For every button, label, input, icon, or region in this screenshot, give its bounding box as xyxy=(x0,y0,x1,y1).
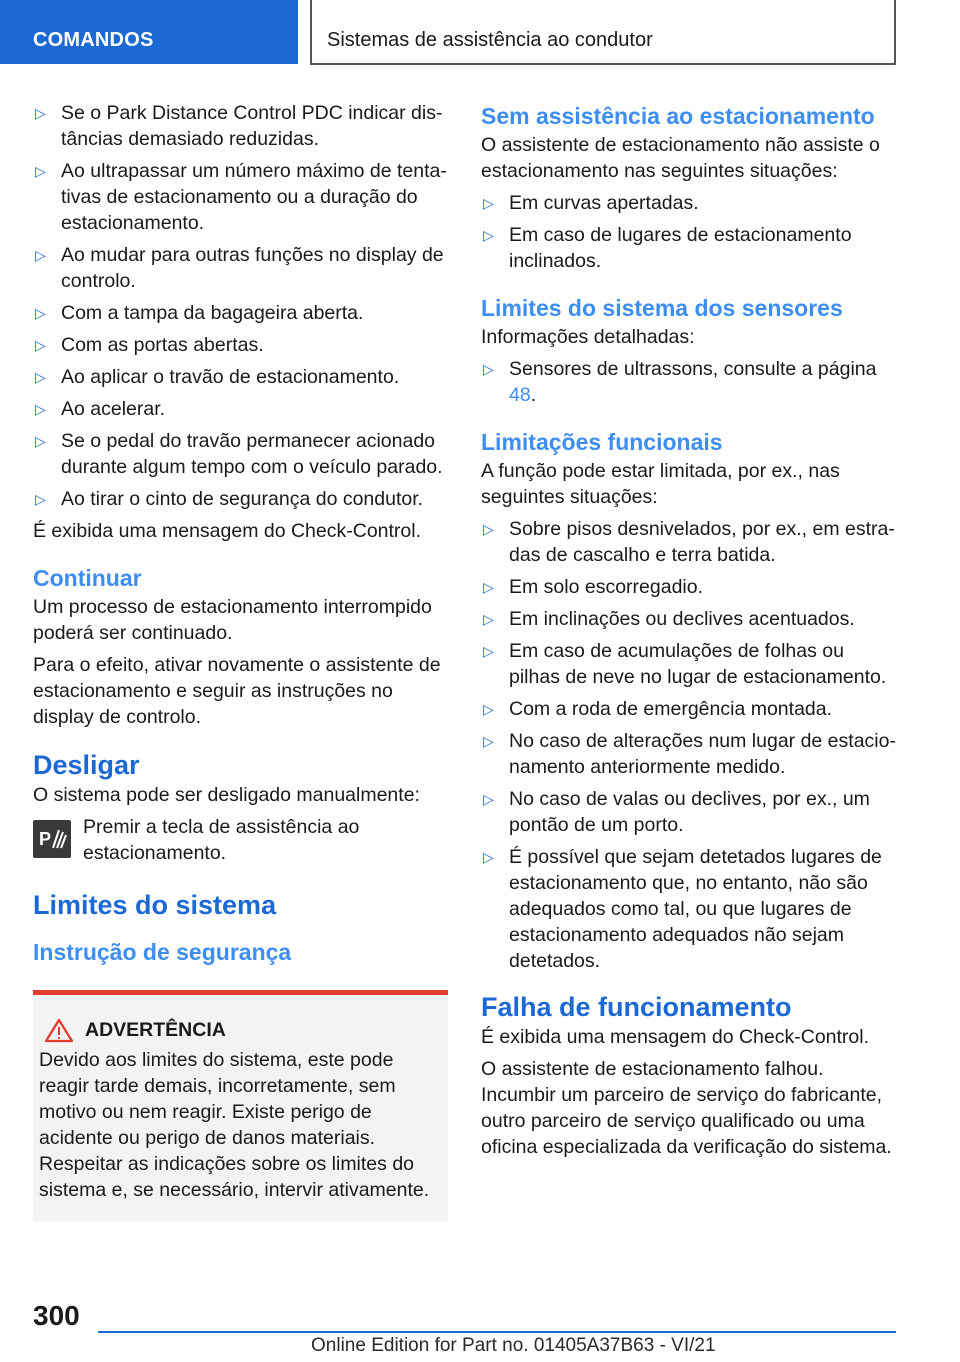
list-item: ▷ Ao acelerar. xyxy=(35,398,166,420)
falha-heading: Falha de funcionamento xyxy=(481,992,792,1022)
list-item: ▷ No caso de alterações num lugar de estacionamento anteriormente medido. xyxy=(483,730,896,778)
sensores-heading: Limites do sistema dos sensores xyxy=(481,295,843,321)
svg-text:P: P xyxy=(39,829,52,849)
list-item: ▷ Em caso de acumulações de folhas ou pilhas de neve no lugar de estacionamento. xyxy=(483,640,887,688)
header-title-box xyxy=(310,0,896,65)
triangle-bullet-icon: ▷ xyxy=(35,491,46,507)
triangle-bullet-icon: ▷ xyxy=(35,369,46,385)
limitacoes-heading: Limitações funcionais xyxy=(481,429,723,455)
triangle-bullet-icon: ▷ xyxy=(35,433,46,449)
limitacoes-list xyxy=(481,516,897,974)
instrucao-heading: Instrução de segurança xyxy=(33,939,292,965)
triangle-bullet-icon: ▷ xyxy=(35,105,46,121)
sem-assistencia-list xyxy=(481,190,897,274)
list-item: ▷ Com a roda de emergência montada. xyxy=(483,698,833,720)
continuar-paragraph-2: Para o efeito, ativar novamente o assistente de estacionamento e seguir as instruções no display de controlo. xyxy=(33,654,441,728)
header-title: Sistemas de assistência ao condutor xyxy=(327,29,653,51)
list-item: ▷ Ao mudar para outras funções no display de controlo. xyxy=(35,244,444,292)
list-item: ▷ Sensores de ultrassons, consulte a página 48. xyxy=(483,358,877,406)
footer-divider xyxy=(98,1331,896,1333)
page-number: 300 xyxy=(33,1300,80,1331)
desligar-heading: Desligar xyxy=(33,750,140,780)
sensores-list xyxy=(481,356,897,408)
parking-assist-button-instruction xyxy=(33,814,448,866)
warning-header xyxy=(39,1017,442,1043)
triangle-bullet-icon: ▷ xyxy=(35,305,46,321)
list-item: ▷ Em curvas apertadas. xyxy=(483,192,699,214)
continuar-paragraph-1: Um processo de estacionamento interrompido poderá ser continuado. xyxy=(33,596,432,644)
stop-conditions-list xyxy=(33,100,448,512)
list-item: ▷ Ao aplicar o travão de estacionamento. xyxy=(35,366,400,388)
warning-box xyxy=(33,990,448,1221)
sem-assistencia-paragraph: O assistente de estacionamento não assiste o estacionamento nas seguintes situações: xyxy=(481,134,880,182)
triangle-bullet-icon: ▷ xyxy=(483,849,494,865)
page-48-link[interactable]: 48 xyxy=(509,384,531,406)
triangle-bullet-icon: ▷ xyxy=(35,163,46,179)
list-item: ▷ Com a tampa da bagageira aberta. xyxy=(35,302,364,324)
list-item: ▷ Ao tirar o cinto de segurança do condutor. xyxy=(35,488,424,510)
triangle-bullet-icon: ▷ xyxy=(483,643,494,659)
falha-paragraph-2: O assistente de estacionamento falhou. Incumbir um parceiro de serviço do fabricante, outro parceiro de serviço qualificado ou uma oficina especializada da verificação do sistema. xyxy=(481,1058,892,1158)
triangle-bullet-icon: ▷ xyxy=(35,247,46,263)
footer-edition: Online Edition for Part no. 01405A37B63 - VI/21 xyxy=(311,1335,716,1356)
list-item: ▷ Sobre pisos desnivelados, por ex., em estradas de cascalho e terra batida. xyxy=(483,518,895,566)
header-section-label: COMANDOS xyxy=(33,29,154,51)
list-item: ▷ Se o Park Distance Control PDC indicar distâncias demasiado reduzidas. xyxy=(35,102,443,150)
triangle-bullet-icon: ▷ xyxy=(483,579,494,595)
triangle-bullet-icon: ▷ xyxy=(483,791,494,807)
parking-assistant-button-icon xyxy=(33,820,71,858)
triangle-bullet-icon: ▷ xyxy=(483,611,494,627)
triangle-bullet-icon: ▷ xyxy=(483,361,494,377)
warning-title: ADVERTÊNCIA xyxy=(85,1019,226,1041)
sem-assistencia-heading: Sem assistência ao estacionamento xyxy=(481,103,875,129)
triangle-bullet-icon: ▷ xyxy=(483,733,494,749)
list-item: ▷ Em caso de lugares de estacionamento inclinados. xyxy=(483,224,852,272)
triangle-bullet-icon: ▷ xyxy=(483,521,494,537)
triangle-bullet-icon: ▷ xyxy=(35,337,46,353)
list-item: ▷ Se o pedal do travão permanecer acionado durante algum tempo com o veículo parado. xyxy=(35,430,443,478)
triangle-bullet-icon: ▷ xyxy=(483,701,494,717)
limitacoes-paragraph: A função pode estar limitada, por ex., nas seguintes situações: xyxy=(481,460,840,508)
parking-assist-button-text: Premir a tecla de assistência ao estacionamento. xyxy=(83,816,360,864)
sensores-paragraph: Informações detalhadas: xyxy=(481,326,695,348)
list-item: ▷ Ao ultrapassar um número máximo de tentativas de estacionamento ou a duração do estacionamento. xyxy=(35,160,447,234)
list-item: ▷ Em inclinações ou declives acentuados. xyxy=(483,608,855,630)
triangle-bullet-icon: ▷ xyxy=(483,195,494,211)
list-item: ▷ É possível que sejam detetados lugares de estacionamento que, no entanto, não são adequados como tal, ou que lugares de estacionamento adequados não sejam detetados. xyxy=(483,846,882,972)
triangle-bullet-icon: ▷ xyxy=(483,227,494,243)
right-column xyxy=(481,100,897,1166)
limites-heading: Limites do sistema xyxy=(33,890,277,920)
list-item: ▷ No caso de valas ou declives, por ex., um pontão de um porto. xyxy=(483,788,870,836)
list-item: ▷ Em solo escorregadio. xyxy=(483,576,704,598)
check-control-text: É exibida uma mensagem do Check-Control. xyxy=(33,520,422,542)
continuar-heading: Continuar xyxy=(33,565,142,591)
warning-text: Devido aos limites do sistema, este pode reagir tarde demais, incorretamente, sem motivo ou nem reagir. Existe perigo de acidente ou perigo de danos materiais. Respeitar as indicações sobre os limites do sistema e, se necessário, intervir ativamente. xyxy=(39,1049,430,1201)
list-item: ▷ Com as portas abertas. xyxy=(35,334,264,356)
falha-paragraph-1: É exibida uma mensagem do Check-Control. xyxy=(481,1026,870,1048)
desligar-paragraph: O sistema pode ser desligado manualmente: xyxy=(33,784,420,806)
warning-triangle-icon xyxy=(39,1017,79,1043)
left-column xyxy=(33,100,448,1221)
triangle-bullet-icon: ▷ xyxy=(35,401,46,417)
header-section-tab xyxy=(0,0,298,64)
